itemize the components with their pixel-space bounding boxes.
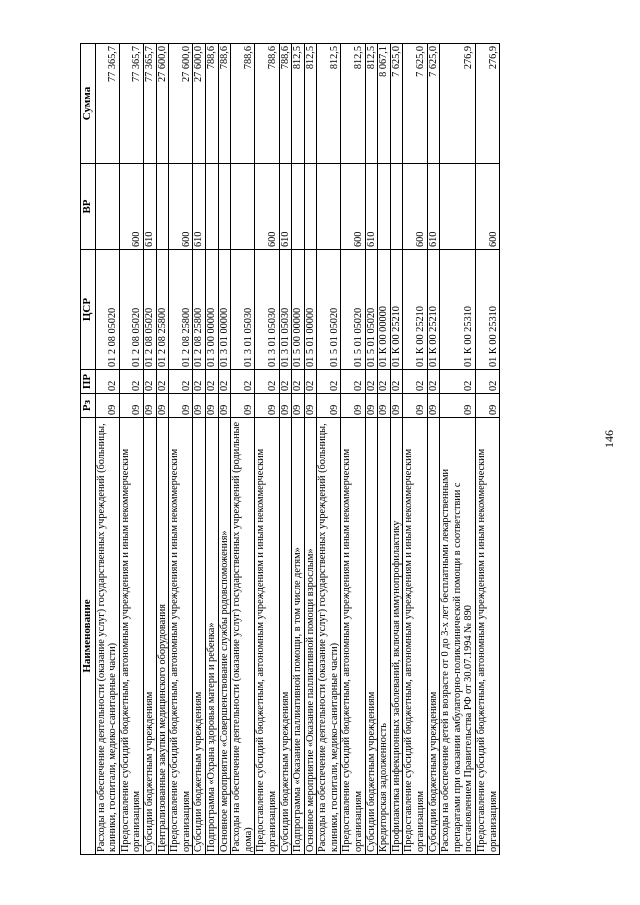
cell-pr: 02 <box>119 370 143 394</box>
table-row <box>279 44 292 855</box>
cell-pr: 02 <box>440 370 476 394</box>
cell-pr: 02 <box>156 370 169 394</box>
cell-rz: 09 <box>156 394 169 418</box>
cell-sum: 77 365,7 <box>143 44 156 164</box>
cell-name: Предоставление субсидий бюджетным, автономным учреждениям и иным некоммерческим организациям <box>169 418 193 855</box>
table-row <box>378 44 391 855</box>
cell-csr: 01 К 00 25210 <box>427 250 440 370</box>
cell-rz: 09 <box>365 394 378 418</box>
cell-rz: 09 <box>292 394 305 418</box>
cell-name: Основное мероприятие «Совершенствование службы родовспоможения» <box>218 418 231 855</box>
cell-rz: 09 <box>169 394 193 418</box>
table-row <box>341 44 365 855</box>
cell-csr: 01 2 08 05020 <box>95 250 119 370</box>
header-csr: ЦСР <box>81 250 96 370</box>
cell-vr: 610 <box>193 164 206 250</box>
cell-vr <box>292 164 305 250</box>
cell-csr: 01 К 00 25310 <box>440 250 476 370</box>
cell-sum: 788,6 <box>205 44 218 164</box>
cell-pr: 02 <box>218 370 231 394</box>
cell-rz: 09 <box>317 394 341 418</box>
cell-sum: 27 600,0 <box>156 44 169 164</box>
cell-pr: 02 <box>403 370 427 394</box>
cell-rz: 09 <box>390 394 403 418</box>
table-row <box>193 44 206 855</box>
cell-name: Основное мероприятие «Оказание паллиативной помощи взрослым» <box>304 418 317 855</box>
cell-vr: 600 <box>476 164 500 250</box>
table-row <box>365 44 378 855</box>
cell-rz: 09 <box>476 394 500 418</box>
cell-sum: 788,6 <box>279 44 292 164</box>
cell-vr: 610 <box>279 164 292 250</box>
table-row <box>119 44 143 855</box>
cell-sum: 276,9 <box>440 44 476 164</box>
cell-vr: 610 <box>365 164 378 250</box>
cell-vr <box>156 164 169 250</box>
table-row <box>476 44 500 855</box>
cell-csr: 01 2 08 05020 <box>143 250 156 370</box>
cell-sum: 27 600,0 <box>193 44 206 164</box>
page-number: 146 <box>602 430 616 448</box>
cell-sum: 7 625,0 <box>403 44 427 164</box>
cell-vr <box>378 164 391 250</box>
cell-vr: 600 <box>255 164 279 250</box>
table-row <box>403 44 427 855</box>
cell-sum: 8 067,1 <box>378 44 391 164</box>
cell-vr: 600 <box>169 164 193 250</box>
cell-sum: 812,5 <box>304 44 317 164</box>
cell-csr: 01 3 00 00000 <box>205 250 218 370</box>
cell-rz: 09 <box>231 394 255 418</box>
cell-vr <box>440 164 476 250</box>
cell-csr: 01 5 01 05020 <box>317 250 341 370</box>
cell-csr: 01 3 01 05030 <box>255 250 279 370</box>
cell-pr: 02 <box>279 370 292 394</box>
cell-name: Расходы на обеспечение деятельности (оказание услуг) государственных учреждений (больницы, клиники, госпитали, медико-санитарные части) <box>317 418 341 855</box>
cell-rz: 09 <box>205 394 218 418</box>
table-row <box>231 44 255 855</box>
cell-sum: 77 365,7 <box>119 44 143 164</box>
cell-sum: 788,6 <box>231 44 255 164</box>
cell-csr: 01 2 08 05020 <box>119 250 143 370</box>
cell-pr: 02 <box>169 370 193 394</box>
header-name: Наименование <box>81 418 96 855</box>
cell-sum: 812,5 <box>341 44 365 164</box>
cell-name: Субсидии бюджетным учреждениям <box>279 418 292 855</box>
table-row <box>440 44 476 855</box>
cell-vr <box>317 164 341 250</box>
cell-sum: 788,6 <box>255 44 279 164</box>
cell-rz: 09 <box>304 394 317 418</box>
cell-pr: 02 <box>205 370 218 394</box>
cell-csr: 01 К 00 25310 <box>476 250 500 370</box>
cell-vr: 610 <box>143 164 156 250</box>
cell-name: Подпрограмма «Оказание паллиативной помощи, в том числе детям» <box>292 418 305 855</box>
cell-name: Централизованные закупки медицинского оборудования <box>156 418 169 855</box>
cell-name: Подпрограмма «Охрана здоровья матери и ребенка» <box>205 418 218 855</box>
cell-pr: 02 <box>193 370 206 394</box>
table-row <box>317 44 341 855</box>
cell-pr: 02 <box>292 370 305 394</box>
cell-name: Профилактика инфекционных заболеваний, включая иммунопрофилактику <box>390 418 403 855</box>
table-row <box>95 44 119 855</box>
cell-vr <box>304 164 317 250</box>
cell-pr: 02 <box>231 370 255 394</box>
cell-vr: 600 <box>119 164 143 250</box>
cell-rz: 09 <box>119 394 143 418</box>
cell-pr: 02 <box>255 370 279 394</box>
table-body <box>95 44 500 855</box>
cell-name: Расходы на обеспечение деятельности (оказание услуг) государственных учреждений (родильные дома) <box>231 418 255 855</box>
cell-sum: 812,5 <box>292 44 305 164</box>
cell-rz: 09 <box>403 394 427 418</box>
cell-pr: 02 <box>476 370 500 394</box>
cell-vr: 610 <box>427 164 440 250</box>
table-row <box>205 44 218 855</box>
cell-rz: 09 <box>378 394 391 418</box>
table-row <box>143 44 156 855</box>
cell-csr: 01 2 08 25800 <box>169 250 193 370</box>
header-rz: Рз <box>81 394 96 418</box>
cell-rz: 09 <box>95 394 119 418</box>
cell-pr: 02 <box>390 370 403 394</box>
cell-pr: 02 <box>427 370 440 394</box>
cell-pr: 02 <box>143 370 156 394</box>
cell-vr <box>218 164 231 250</box>
cell-sum: 77 365,7 <box>95 44 119 164</box>
cell-pr: 02 <box>378 370 391 394</box>
cell-csr: 01 3 01 00000 <box>218 250 231 370</box>
cell-sum: 788,6 <box>218 44 231 164</box>
cell-name: Предоставление субсидий бюджетным, автономным учреждениям и иным некоммерческим организациям <box>119 418 143 855</box>
cell-vr: 600 <box>403 164 427 250</box>
cell-csr: 01 2 08 25800 <box>156 250 169 370</box>
header-vr: ВР <box>81 164 96 250</box>
cell-name: Предоставление субсидий бюджетным, автономным учреждениям и иным некоммерческим организациям <box>341 418 365 855</box>
budget-table <box>80 43 500 855</box>
cell-vr <box>205 164 218 250</box>
cell-rz: 09 <box>341 394 365 418</box>
cell-csr: 01 3 01 05030 <box>279 250 292 370</box>
cell-rz: 09 <box>218 394 231 418</box>
header-sum: Сумма <box>81 44 96 164</box>
cell-rz: 09 <box>193 394 206 418</box>
cell-csr: 01 К 00 00000 <box>378 250 391 370</box>
cell-vr <box>390 164 403 250</box>
cell-csr: 01 5 01 05020 <box>341 250 365 370</box>
cell-vr <box>231 164 255 250</box>
table-row <box>255 44 279 855</box>
cell-name: Субсидии бюджетным учреждениям <box>427 418 440 855</box>
cell-name: Кредиторская задолженность <box>378 418 391 855</box>
cell-name: Предоставление субсидий бюджетным, автономным учреждениям и иным некоммерческим организациям <box>403 418 427 855</box>
cell-sum: 812,5 <box>317 44 341 164</box>
cell-csr: 01 5 00 00000 <box>292 250 305 370</box>
cell-name: Предоставление субсидий бюджетным, автономным учреждениям и иным некоммерческим организациям <box>476 418 500 855</box>
table-row <box>390 44 403 855</box>
cell-pr: 02 <box>365 370 378 394</box>
table-row <box>292 44 305 855</box>
cell-csr: 01 К 00 25210 <box>403 250 427 370</box>
table-row <box>156 44 169 855</box>
cell-name: Субсидии бюджетным учреждениям <box>193 418 206 855</box>
table-row <box>169 44 193 855</box>
cell-rz: 09 <box>440 394 476 418</box>
cell-csr: 01 5 01 00000 <box>304 250 317 370</box>
cell-rz: 09 <box>279 394 292 418</box>
cell-sum: 812,5 <box>365 44 378 164</box>
header-pr: ПР <box>81 370 96 394</box>
cell-name: Предоставление субсидий бюджетным, автономным учреждениям и иным некоммерческим организациям <box>255 418 279 855</box>
cell-csr: 01 3 01 05030 <box>231 250 255 370</box>
cell-csr: 01 5 01 05020 <box>365 250 378 370</box>
cell-name: Расходы на обеспечение детей в возрасте от 0 до 3-х лет бесплатными лекарственными препаратами при оказании амбулаторно-поликлинической помощи в соответствии с постановлением Правительства РФ от 30.07.1994 № 890 <box>440 418 476 855</box>
cell-sum: 7 625,0 <box>427 44 440 164</box>
table-row <box>427 44 440 855</box>
cell-vr <box>95 164 119 250</box>
table-header-row <box>81 44 96 855</box>
cell-pr: 02 <box>95 370 119 394</box>
cell-csr: 01 2 08 25800 <box>193 250 206 370</box>
cell-sum: 27 600,0 <box>169 44 193 164</box>
cell-sum: 276,9 <box>476 44 500 164</box>
cell-csr: 01 К 00 25210 <box>390 250 403 370</box>
cell-pr: 02 <box>317 370 341 394</box>
cell-vr: 600 <box>341 164 365 250</box>
cell-sum: 7 625,0 <box>390 44 403 164</box>
cell-pr: 02 <box>304 370 317 394</box>
cell-rz: 09 <box>427 394 440 418</box>
cell-pr: 02 <box>341 370 365 394</box>
cell-name: Субсидии бюджетным учреждениям <box>365 418 378 855</box>
cell-name: Расходы на обеспечение деятельности (оказание услуг) государственных учреждений (больницы, клиники, госпитали, медико-санитарные части) <box>95 418 119 855</box>
cell-name: Субсидии бюджетным учреждениям <box>143 418 156 855</box>
table-row <box>304 44 317 855</box>
cell-rz: 09 <box>255 394 279 418</box>
table-row <box>218 44 231 855</box>
cell-rz: 09 <box>143 394 156 418</box>
